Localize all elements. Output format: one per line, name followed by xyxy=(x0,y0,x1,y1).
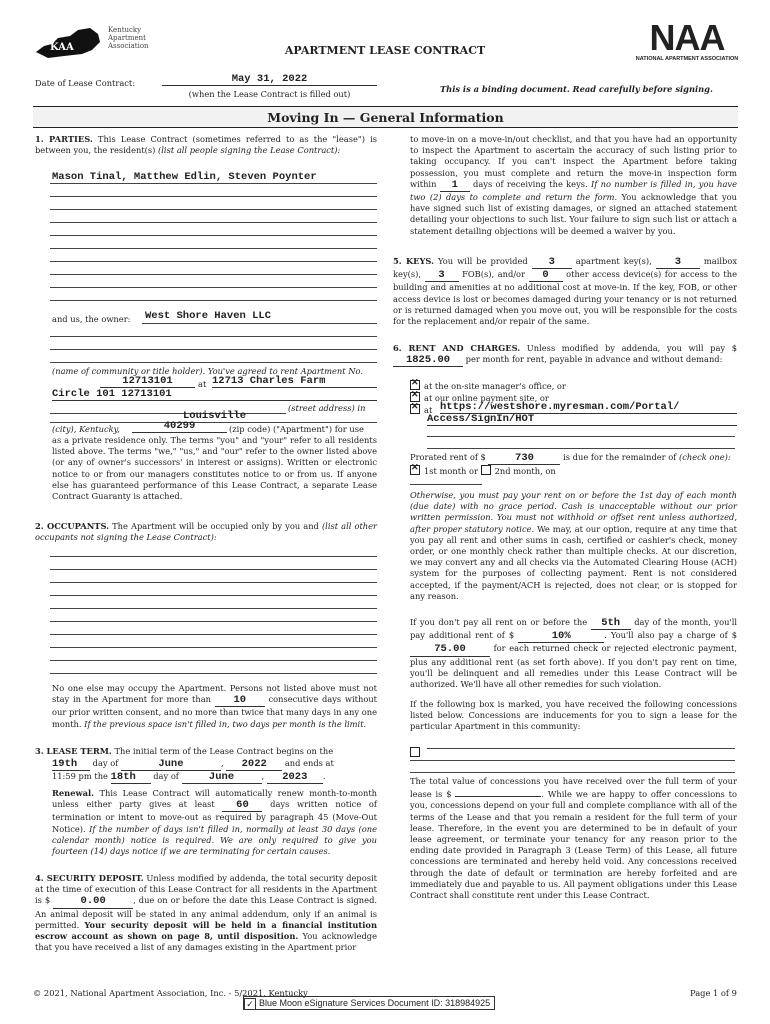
occupants-after-2: consecutive days without our prior written consent, and no more than twice that many days in any one month. xyxy=(52,694,378,729)
resident-line xyxy=(50,183,377,184)
renewal-heading: Renewal. xyxy=(52,788,95,798)
checkbox-checked-icon[interactable] xyxy=(410,380,420,390)
term-day-of-2: day of xyxy=(153,771,179,781)
rent-text-2: per month for rent, payable in advance and without demand: xyxy=(465,354,723,365)
resident-line xyxy=(50,235,377,236)
occupants-after-1: No one else may occupy the Apartment. Persons not listed above must not stay in the Apartment for more than xyxy=(52,683,377,705)
occupant-line xyxy=(50,569,377,570)
rent-heading: 6. RENT AND CHARGES. xyxy=(393,343,521,353)
parties-intro-italic: (list all people signing the Lease Contract): xyxy=(158,145,341,156)
resident-line xyxy=(50,248,377,249)
pay-option-url-label: at xyxy=(424,405,433,415)
renewal-italic: If the number of days isn't filled in, normally at least 30 days (one calendar month) notice is required. We are only required to give you fourteen (14) days notice if we are terminating for certain causes. xyxy=(52,823,377,857)
concession-line xyxy=(410,772,735,773)
term-begin-row: 19th day of June , 2022 and ends at xyxy=(52,758,334,770)
keys-text-4: FOB(s), and/or xyxy=(462,269,526,280)
street-line-2: Circle 101 12713101 xyxy=(52,388,377,401)
inspection-italic: If no number is filled in, you have two (2) days to complete and return the form. xyxy=(410,178,737,203)
inspection-days: 1 xyxy=(440,180,470,192)
owner-label: and us, the owner: xyxy=(52,314,131,324)
occupant-line xyxy=(50,647,377,648)
term-text: The initial term of the Lease Contract begins on the xyxy=(114,746,334,756)
deposit-heading: 4. SECURITY DEPOSIT. xyxy=(35,873,144,883)
concession-text: If the following box is marked, you have received the following concessions listed below. Concessions are inducements for you to sign a lease for the particular Apartment in this community: xyxy=(410,699,737,732)
occupant-line xyxy=(50,634,377,635)
prorated-text-2: is due for the remainder of xyxy=(563,452,677,462)
kaa-name: Kentucky Apartment Association xyxy=(108,26,149,50)
term-end-year: 2023 xyxy=(267,772,323,784)
prorated-text-1: Prorated rent of $ xyxy=(410,452,486,462)
resident-line xyxy=(50,261,377,262)
esign-badge xyxy=(243,996,495,1010)
resident-line xyxy=(50,300,377,301)
payment-url-2: Access/SignIn/HOT xyxy=(427,413,737,426)
keys-text-1: You will be provided xyxy=(438,256,528,266)
occupants-heading: 2. OCCUPANTS. xyxy=(35,521,110,531)
prorated-amount: 730 xyxy=(488,453,560,465)
otherwise-body: We may, at our option, require at any time that you pay all rent and other sums in cash, certified or cashier's check, money order, or one monthly check rather than multiple checks. At our discretion, we may convert any and all checks via the Automated Clearing House (ACH) system for the purposes of collecting payment. Rent is not considered accepted, if the payment/ACH is rejected, does not clear, or is stopped for any reason. xyxy=(410,523,737,601)
otherwise-text xyxy=(410,490,737,602)
term-begin-year: 2022 xyxy=(226,759,282,771)
lease-date-label: Date of Lease Contract: xyxy=(35,78,136,88)
inspection-text xyxy=(410,134,737,237)
term-ends-at: and ends at xyxy=(284,758,334,768)
zip-label: (zip code) ("Apartment") for use xyxy=(229,424,364,434)
occupant-line xyxy=(50,608,377,609)
payment-url-1: https://westshore.myresman.com/Portal/ xyxy=(440,401,737,414)
occupants-intro xyxy=(35,521,377,543)
kaa-logo-text: KAA xyxy=(50,42,74,53)
rent-amount: 1825.00 xyxy=(393,355,463,367)
occupant-line xyxy=(50,556,377,557)
deposit-text-3: You acknowledge that you have received a list of any damages existing in the Apartment prior xyxy=(35,931,378,953)
section-bar xyxy=(33,106,738,128)
url-line xyxy=(427,448,735,449)
term-day-of: day of xyxy=(92,758,119,768)
concession-checkbox[interactable] xyxy=(410,747,420,757)
occupants-text: The Apartment will be occupied only by you and xyxy=(112,521,319,531)
keys-text xyxy=(393,256,737,327)
apt-number: 12713101 xyxy=(100,375,195,388)
naa-logo-text: NAA xyxy=(649,17,725,58)
deposit-text-2: , due on or before the date this Lease Contract is signed. An animal deposit will be stated in any animal addendum, only if an animal is permitted. xyxy=(35,895,378,930)
owner-line xyxy=(50,349,377,350)
city-value: Louisville xyxy=(182,410,246,422)
late-day: 5th xyxy=(591,618,631,630)
zip-value: 40299 xyxy=(132,420,227,433)
parties-intro xyxy=(35,134,377,156)
renewal-text-2: days written notice of termination or intent to move-out as required by paragraph 45 (Move-Out Notice). xyxy=(52,799,377,834)
resident-line xyxy=(50,209,377,210)
inspection-text-1: to move-in on a move-in/out checklist, and that you have had an opportunity to inspect the Apartment to ascertain the accuracy of such listing prior to taking occupancy. If you can't inspect the Apartment before taking possession, you must complete and return the move-in inspection form within xyxy=(410,134,737,189)
checkbox-second-month[interactable] xyxy=(481,465,491,475)
other-devices: 0 xyxy=(529,270,563,282)
pay-option-office-label: at the on-site manager's office, or xyxy=(424,381,566,391)
deposit-text-1: Unless modified by addenda, the total security deposit at the time of execution of this Lease Contract for all residents in the Apartment is $ xyxy=(35,873,377,906)
pay-option-online-label: at our online payment site, or xyxy=(424,393,549,403)
keys-text-5: other access device(s) for access to the building and amenities at no additional cost at move-in. If the key, FOB, or other access device is lost or becomes damaged during your tenancy or is not returned or is returned damaged when you move out, you will be responsible for the costs for the replacement and/or repair of the same. xyxy=(393,269,738,327)
page-number: Page 1 of 9 xyxy=(690,988,737,998)
lease-date-note: (when the Lease Contract is filled out) xyxy=(188,89,351,99)
url-line xyxy=(427,436,735,437)
late-amount: 10% xyxy=(518,631,604,643)
term-time: 11:59 pm the xyxy=(52,771,108,781)
street-line-1: 12713 Charles Farm xyxy=(212,375,377,388)
late-text-1: If you don't pay all rent on or before the xyxy=(410,617,588,627)
inspection-text-2: days of receiving the keys. xyxy=(473,178,588,189)
resident-line xyxy=(50,274,377,275)
occupant-line xyxy=(50,660,377,661)
first-month-label: 1st month or xyxy=(424,466,478,477)
naa-name: NATIONAL APARTMENT ASSOCIATION xyxy=(635,56,739,62)
inspection-text-3: You acknowledge that you have signed such list of existing damages, or signed an attached statement detailing your objections to such list. Your failure to sign such list or attach a statement detailing objections will be deemed a waiver by you. xyxy=(410,192,737,236)
parties-heading: 1. PARTIES. xyxy=(35,134,93,144)
kaa-logo xyxy=(34,20,169,65)
resident-line xyxy=(50,287,377,288)
late-text-2: day of the month, you'll pay additional rent of $ xyxy=(410,617,737,641)
rent-text xyxy=(393,343,737,367)
deposit-amount: 0.00 xyxy=(53,896,133,908)
occupants-italic: (list all other occupants not signing the Lease Contract): xyxy=(35,521,378,543)
term-intro xyxy=(35,746,377,757)
occupants-after-italic: If the previous space isn't filled in, two days per month is the limit. xyxy=(84,718,367,729)
fobs: 3 xyxy=(425,270,459,282)
deposit-bold: Your security deposit will be held in a financial institution escrow account as shown on page 8, until disposition. xyxy=(35,919,377,942)
term-end-month: June xyxy=(182,772,262,784)
resident-line xyxy=(50,222,377,223)
prorated-row xyxy=(410,452,740,477)
check-charge: 75.00 xyxy=(410,644,490,656)
concession-line xyxy=(410,760,735,761)
occupant-line xyxy=(50,673,377,674)
prorated-italic: (check one): xyxy=(678,452,731,462)
occupant-line xyxy=(50,595,377,596)
keys-heading: 5. KEYS. xyxy=(393,256,434,266)
pay-option-office[interactable] xyxy=(410,380,566,392)
apartment-keys: 3 xyxy=(532,257,572,269)
mailbox-keys-blank: 3 xyxy=(656,257,700,269)
concession-line xyxy=(427,748,735,749)
renewal-text-1: This Lease Contract will automatically renew month-to-month unless either party gives at least xyxy=(52,788,377,810)
term-end-day: 18th xyxy=(111,772,151,784)
community-text-label: (name of community or title holder). You've agreed to rent Apartment No. xyxy=(52,366,363,376)
street-label-text: (street address) in xyxy=(288,403,366,413)
term-begin-day: 19th xyxy=(52,759,90,771)
deposit-text xyxy=(35,873,377,953)
checkbox-checked-icon[interactable] xyxy=(410,392,420,402)
total-text-2: . While we are happy to offer concessions to you, concessions depend on your full and complete compliance with all of the terms of the Lease and that you remain a resident for the full term of your lease. Therefore, in the event you are determined to be in default of your lease agreement, or terminate your tenancy for any reason prior to the ending date provided in Paragraph 3 (Lease Term) of this Lease, all future concessions are terminated and hereby held void. Any concessions received through the date of default or termination are hereby forfeited and are immediately due and payable to us. All payment obligations under this Lease Contract shall constitute rent under this Lease Contract. xyxy=(410,789,737,901)
residents-value: Mason Tinal, Matthew Edlin, Steven Poynter xyxy=(52,171,317,183)
esign-text: Blue Moon eSignature Services Document ID: 318984925 xyxy=(259,998,491,1008)
checkbox-checked-icon[interactable] xyxy=(410,404,420,414)
rent-text-1: Unless modified by addenda, you will pay $ xyxy=(526,343,737,353)
owner-line xyxy=(142,323,377,324)
term-begin-month: June xyxy=(121,759,221,771)
naa-logo xyxy=(632,17,742,70)
renewal-days: 60 xyxy=(222,800,262,812)
total-value-text xyxy=(410,776,737,901)
at-label: at xyxy=(198,379,207,389)
second-month-line xyxy=(410,484,482,485)
keys-text-2: apartment key(s), xyxy=(575,256,652,266)
term-end-row: 11:59 pm the 18th day of June , 2023 . xyxy=(52,771,326,783)
checkmark-icon: ✓ xyxy=(244,998,256,1010)
checkbox-first-month[interactable] xyxy=(410,465,420,475)
copyright: © 2021, National Apartment Association, Inc. - 5/2021, Kentucky xyxy=(33,988,308,998)
total-text-1: The total value of concessions you have received over the full term of your lease is $ xyxy=(410,776,737,800)
occupant-line xyxy=(50,582,377,583)
owner-value: West Shore Haven LLC xyxy=(145,310,272,322)
occupant-line xyxy=(50,621,377,622)
second-month-label: 2nd month, on xyxy=(494,466,556,477)
term-heading: 3. LEASE TERM. xyxy=(35,746,112,756)
late-text-3: . You'll also pay a charge of $ xyxy=(604,630,738,641)
otherwise-italic: Otherwise, you must pay your rent on or before the 1st day of each month (due date) with no grace period. Cash is unacceptable without our prior written permission. You must not withhold or offset rent unless authorized, after proper statutory notice. xyxy=(410,490,737,534)
late-text xyxy=(410,617,737,690)
parties-intro-text: This Lease Contract (sometimes referred to as the "lease") is between you, the resident(s) xyxy=(35,134,377,156)
keys-text-3: mailbox key(s), xyxy=(393,256,737,280)
owner-line xyxy=(50,362,377,363)
lease-date-value: May 31, 2022 xyxy=(162,73,377,86)
document-title: APARTMENT LEASE CONTRACT xyxy=(284,44,486,57)
occupants-after xyxy=(52,683,377,730)
resident-line xyxy=(50,196,377,197)
binding-note: This is a binding document. Read carefully before signing. xyxy=(440,84,713,94)
renewal-text xyxy=(52,788,377,857)
section-title: Moving In — General Information xyxy=(267,110,504,125)
owner-line xyxy=(50,336,377,337)
total-value-blank xyxy=(455,787,541,797)
late-text-4: for each returned check or rejected electronic payment, plus any additional rent (as set forth above). If you don't pay rent on time, you'll be delinquent and all remedies under this Lease Contract will be authorized. We'll have all other remedies for such violation. xyxy=(410,643,737,690)
parties-body: as a private residence only. The terms "you" and "your" refer to all residents listed above. The terms "we," "us," and "our" refer to the owner listed above (or any of owner's successors' in interest or assigns). Written or electronic notice to or from our managers constitutes notice to or from us. If anyone else has guaranteed performance of this Lease Contract, a separate Lease Contract Guaranty is attached. xyxy=(52,435,377,502)
city-label: (city), Kentucky, xyxy=(52,424,120,434)
occupants-days: 10 xyxy=(215,695,265,707)
